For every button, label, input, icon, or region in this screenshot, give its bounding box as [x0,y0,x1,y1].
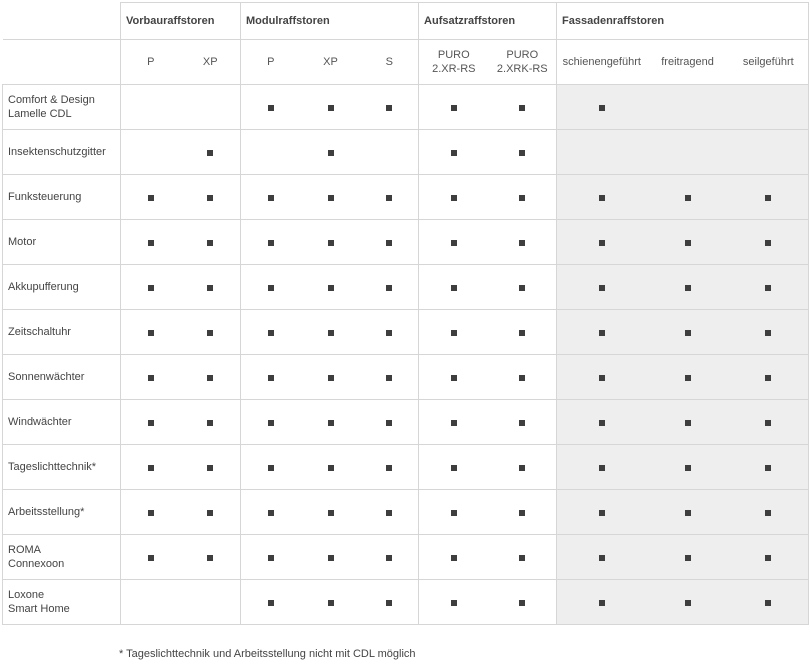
feature-label: Insektenschutzgitter [3,130,121,175]
available-marker-icon [765,330,771,336]
available-marker-icon [451,285,457,291]
availability-cell [241,85,301,130]
available-marker-icon [519,105,525,111]
available-marker-icon [148,465,154,471]
availability-cell [241,535,301,580]
availability-cell [301,580,361,625]
available-marker-icon [451,420,457,426]
available-marker-icon [685,330,691,336]
availability-cell [361,85,419,130]
availability-cell [301,130,361,175]
availability-cell [181,85,241,130]
availability-cell [181,265,241,310]
availability-cell [729,580,809,625]
available-marker-icon [328,330,334,336]
available-marker-icon [599,420,605,426]
feature-row [3,265,809,310]
availability-cell [489,400,557,445]
availability-cell [301,85,361,130]
available-marker-icon [451,510,457,516]
available-marker-icon [207,285,213,291]
available-marker-icon [268,375,274,381]
available-marker-icon [386,510,392,516]
available-marker-icon [765,285,771,291]
availability-cell [301,535,361,580]
available-marker-icon [451,330,457,336]
available-marker-icon [519,285,525,291]
availability-cell [301,310,361,355]
availability-cell [301,445,361,490]
variant-header: XP [181,40,241,85]
available-marker-icon [268,555,274,561]
availability-cell [301,490,361,535]
availability-cell [241,490,301,535]
feature-row [3,580,809,625]
available-marker-icon [386,105,392,111]
availability-cell [557,400,647,445]
availability-cell [557,355,647,400]
availability-cell [489,175,557,220]
availability-cell [419,265,489,310]
variant-header: PURO 2.XRK-RS [489,40,557,85]
availability-cell [301,220,361,265]
availability-cell [181,130,241,175]
availability-cell [729,310,809,355]
variant-header: P [241,40,301,85]
available-marker-icon [207,375,213,381]
availability-cell [729,400,809,445]
feature-row [3,85,809,130]
availability-cell [419,490,489,535]
available-marker-icon [328,285,334,291]
availability-cell [121,85,181,130]
availability-cell [121,310,181,355]
feature-label: Loxone Smart Home [3,580,121,625]
availability-cell [419,175,489,220]
available-marker-icon [268,195,274,201]
availability-cell [361,220,419,265]
availability-cell [181,220,241,265]
available-marker-icon [328,420,334,426]
availability-cell [419,445,489,490]
available-marker-icon [207,240,213,246]
availability-cell [647,490,729,535]
available-marker-icon [451,105,457,111]
feature-rows [3,85,809,625]
available-marker-icon [451,465,457,471]
availability-cell [729,130,809,175]
feature-row [3,175,809,220]
feature-row [3,445,809,490]
availability-cell [729,220,809,265]
availability-cell [729,490,809,535]
availability-cell [647,265,729,310]
feature-label: Zeitschaltuhr [3,310,121,355]
available-marker-icon [148,555,154,561]
footnote: * Tageslichttechnik und Arbeitsstellung nicht mit CDL möglich [119,648,416,660]
feature-row [3,535,809,580]
available-marker-icon [451,375,457,381]
availability-cell [557,220,647,265]
available-marker-icon [599,195,605,201]
available-marker-icon [765,420,771,426]
availability-cell [361,490,419,535]
variant-header: XP [301,40,361,85]
available-marker-icon [328,555,334,561]
availability-cell [557,85,647,130]
feature-label: Windwächter [3,400,121,445]
available-marker-icon [451,240,457,246]
feature-row [3,400,809,445]
available-marker-icon [519,195,525,201]
availability-cell [241,130,301,175]
variant-header: P [121,40,181,85]
available-marker-icon [386,555,392,561]
available-marker-icon [207,465,213,471]
available-marker-icon [599,285,605,291]
available-marker-icon [328,195,334,201]
available-marker-icon [207,195,213,201]
available-marker-icon [685,240,691,246]
feature-comparison-table-container [2,2,809,625]
available-marker-icon [148,195,154,201]
availability-cell [647,220,729,265]
availability-cell [557,130,647,175]
feature-label: Arbeitsstellung* [3,490,121,535]
available-marker-icon [386,600,392,606]
variant-header: S [361,40,419,85]
availability-cell [729,355,809,400]
availability-cell [557,490,647,535]
available-marker-icon [148,510,154,516]
available-marker-icon [519,510,525,516]
available-marker-icon [386,465,392,471]
availability-cell [419,400,489,445]
available-marker-icon [386,195,392,201]
available-marker-icon [765,555,771,561]
available-marker-icon [765,600,771,606]
available-marker-icon [268,510,274,516]
availability-cell [241,175,301,220]
availability-cell [361,265,419,310]
available-marker-icon [685,420,691,426]
availability-cell [489,490,557,535]
availability-cell [241,580,301,625]
available-marker-icon [519,150,525,156]
availability-cell [489,445,557,490]
available-marker-icon [148,420,154,426]
available-marker-icon [268,105,274,111]
availability-cell [181,175,241,220]
availability-cell [489,130,557,175]
variant-header: seilgeführt [729,40,809,85]
available-marker-icon [685,555,691,561]
availability-cell [557,535,647,580]
availability-cell [729,175,809,220]
available-marker-icon [328,240,334,246]
availability-cell [419,220,489,265]
available-marker-icon [519,375,525,381]
availability-cell [647,355,729,400]
available-marker-icon [148,330,154,336]
available-marker-icon [685,600,691,606]
availability-cell [489,355,557,400]
available-marker-icon [599,510,605,516]
availability-cell [419,130,489,175]
availability-cell [301,175,361,220]
availability-cell [361,310,419,355]
group-header: Vorbauraffstoren [121,3,241,40]
availability-cell [557,175,647,220]
variant-header: freitragend [647,40,729,85]
available-marker-icon [386,375,392,381]
availability-cell [361,535,419,580]
available-marker-icon [599,465,605,471]
availability-cell [647,130,729,175]
availability-cell [489,85,557,130]
availability-cell [301,400,361,445]
availability-cell [647,535,729,580]
feature-label: Motor [3,220,121,265]
available-marker-icon [328,375,334,381]
availability-cell [489,265,557,310]
availability-cell [419,580,489,625]
feature-comparison-table [2,2,809,625]
availability-cell [301,265,361,310]
availability-cell [489,220,557,265]
available-marker-icon [765,465,771,471]
feature-label: Sonnenwächter [3,355,121,400]
available-marker-icon [685,465,691,471]
available-marker-icon [268,465,274,471]
variant-header: schienengeführt [557,40,647,85]
corner-cell [3,3,121,40]
availability-cell [729,445,809,490]
corner-cell [3,40,121,85]
group-header: Modulraffstoren [241,3,419,40]
available-marker-icon [451,195,457,201]
availability-cell [557,445,647,490]
availability-cell [557,265,647,310]
available-marker-icon [207,420,213,426]
feature-label: Tageslichttechnik* [3,445,121,490]
available-marker-icon [268,330,274,336]
availability-cell [241,445,301,490]
availability-cell [121,490,181,535]
availability-cell [301,355,361,400]
availability-cell [121,445,181,490]
availability-cell [489,310,557,355]
available-marker-icon [451,600,457,606]
available-marker-icon [599,330,605,336]
availability-cell [181,355,241,400]
available-marker-icon [765,240,771,246]
feature-label: Funksteuerung [3,175,121,220]
group-header-row [3,3,809,40]
available-marker-icon [519,465,525,471]
availability-cell [361,400,419,445]
available-marker-icon [268,420,274,426]
available-marker-icon [386,240,392,246]
availability-cell [647,445,729,490]
feature-label: Akkupufferung [3,265,121,310]
available-marker-icon [207,330,213,336]
variant-header-row [3,40,809,85]
available-marker-icon [599,240,605,246]
available-marker-icon [519,555,525,561]
available-marker-icon [519,330,525,336]
availability-cell [419,85,489,130]
availability-cell [121,265,181,310]
available-marker-icon [268,600,274,606]
available-marker-icon [451,555,457,561]
availability-cell [729,85,809,130]
available-marker-icon [268,240,274,246]
available-marker-icon [599,375,605,381]
availability-cell [419,535,489,580]
availability-cell [729,265,809,310]
available-marker-icon [207,555,213,561]
feature-row [3,130,809,175]
availability-cell [647,175,729,220]
availability-cell [241,355,301,400]
available-marker-icon [599,555,605,561]
availability-cell [241,400,301,445]
availability-cell [241,310,301,355]
feature-row [3,310,809,355]
feature-label: Comfort & Design Lamelle CDL [3,85,121,130]
availability-cell [121,580,181,625]
available-marker-icon [519,420,525,426]
availability-cell [241,220,301,265]
feature-label: ROMA Connexoon [3,535,121,580]
available-marker-icon [685,510,691,516]
availability-cell [181,445,241,490]
availability-cell [181,310,241,355]
availability-cell [419,355,489,400]
available-marker-icon [765,375,771,381]
availability-cell [121,130,181,175]
available-marker-icon [599,105,605,111]
feature-row [3,490,809,535]
available-marker-icon [207,510,213,516]
availability-cell [557,310,647,355]
availability-cell [647,310,729,355]
group-header: Aufsatzraffstoren [419,3,557,40]
feature-row [3,220,809,265]
availability-cell [557,580,647,625]
availability-cell [489,580,557,625]
availability-cell [419,310,489,355]
available-marker-icon [386,420,392,426]
availability-cell [361,445,419,490]
available-marker-icon [519,240,525,246]
available-marker-icon [268,285,274,291]
availability-cell [181,535,241,580]
available-marker-icon [207,150,213,156]
group-header: Fassadenraffstoren [557,3,809,40]
availability-cell [361,355,419,400]
available-marker-icon [386,330,392,336]
available-marker-icon [685,195,691,201]
availability-cell [361,580,419,625]
availability-cell [647,580,729,625]
availability-cell [121,355,181,400]
available-marker-icon [328,105,334,111]
availability-cell [729,535,809,580]
available-marker-icon [685,375,691,381]
available-marker-icon [148,240,154,246]
availability-cell [647,85,729,130]
available-marker-icon [148,285,154,291]
available-marker-icon [685,285,691,291]
variant-header: PURO 2.XR-RS [419,40,489,85]
availability-cell [121,535,181,580]
available-marker-icon [451,150,457,156]
availability-cell [241,265,301,310]
availability-cell [361,130,419,175]
availability-cell [647,400,729,445]
feature-row [3,355,809,400]
availability-cell [181,490,241,535]
available-marker-icon [765,195,771,201]
available-marker-icon [328,465,334,471]
availability-cell [121,220,181,265]
available-marker-icon [519,600,525,606]
available-marker-icon [765,510,771,516]
available-marker-icon [148,375,154,381]
availability-cell [361,175,419,220]
available-marker-icon [386,285,392,291]
availability-cell [121,175,181,220]
availability-cell [121,400,181,445]
available-marker-icon [328,150,334,156]
availability-cell [181,400,241,445]
available-marker-icon [328,600,334,606]
available-marker-icon [599,600,605,606]
availability-cell [489,535,557,580]
available-marker-icon [328,510,334,516]
availability-cell [181,580,241,625]
